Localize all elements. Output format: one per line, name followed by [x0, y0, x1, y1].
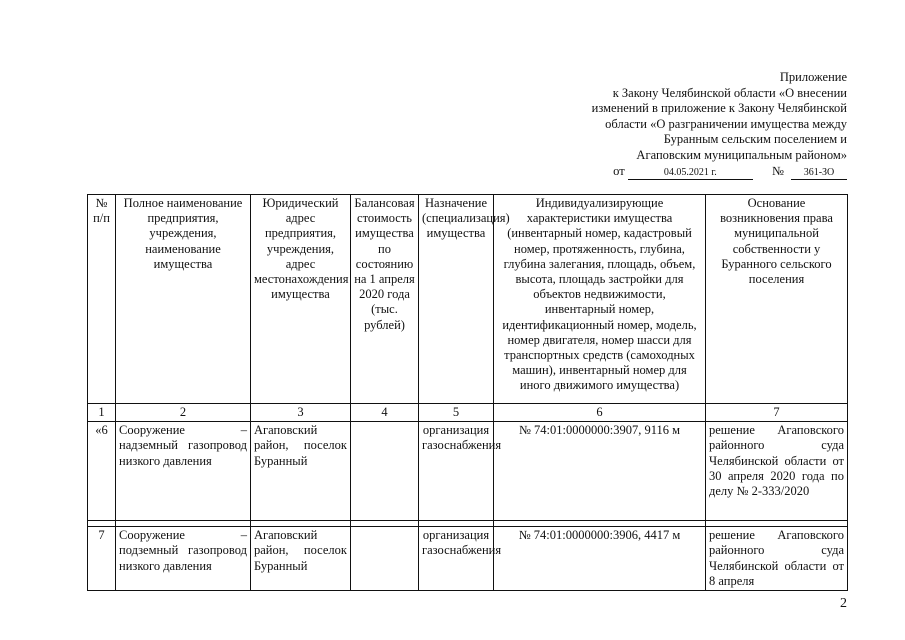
ownership-basis: решение Агаповского районного суда Челябинской области от 8 апреля — [706, 527, 848, 591]
law-date-number-line — [517, 164, 847, 180]
column-header-value: Балансовая стоимость имущества по состоянию на 1 апреля 2020 года (тыс. рублей) — [351, 195, 419, 404]
row-number: «6 — [88, 422, 116, 521]
property-characteristics: № 74:01:0000000:3907, 9116 м — [494, 422, 706, 521]
property-address: Агаповский район, поселок Буранный — [251, 422, 351, 521]
column-header-name: Полное наименование предприятия, учреждения, наименование имущества — [116, 195, 251, 404]
column-number: 1 — [88, 404, 116, 422]
appendix-text-line: области «О разграничении имущества между — [605, 116, 847, 131]
column-number: 4 — [351, 404, 419, 422]
column-header-purpose: Назначение (специализация) имущества — [419, 195, 494, 404]
table-header-row — [88, 195, 848, 404]
table-row — [88, 422, 848, 521]
property-purpose: организация газоснабжения — [419, 422, 494, 521]
column-header-address: Юридический адрес предприятия, учреждения, адрес местонахождения имущества — [251, 195, 351, 404]
property-table — [87, 194, 848, 591]
appendix-header — [517, 70, 847, 180]
ownership-basis: решение Агаповского районного суда Челябинской области от 30 апреля 2020 года по делу № 2-333/2020 — [706, 422, 848, 521]
property-address: Агаповский район, поселок Буранный — [251, 527, 351, 591]
property-name: Сооружение – подземный газопровод низкого давления — [116, 527, 251, 591]
law-number: 361-ЗО — [791, 166, 847, 180]
appendix-title: Приложение — [779, 70, 847, 84]
appendix-text-line: Буранным сельским поселением и — [663, 132, 847, 146]
column-header-characteristics: Индивидуализирующие характеристики имущества (инвентарный номер, кадастровый номер, протяженность, глубина, глубина залегания, площадь, объем, высота, площадь застройки для объектов недвижимости, инвентарный номер, идентификационный номер, модель, номер двигателя, номер шасси для транспортных средств (самоходных машин), инвентарный номер для иного движимого имущества) — [494, 195, 706, 404]
page-number: 2 — [840, 596, 847, 611]
property-value — [351, 527, 419, 591]
column-header-number: № п/п — [88, 195, 116, 404]
property-name: Сооружение – надземный газопровод низкого давления — [116, 422, 251, 521]
from-label: от — [613, 164, 625, 178]
law-date: 04.05.2021 г. — [628, 166, 753, 180]
row-number: 7 — [88, 527, 116, 591]
number-label: № — [771, 164, 784, 178]
table-row — [88, 527, 848, 591]
column-number: 5 — [419, 404, 494, 422]
column-header-basis: Основание возникновения права муниципальной собственности у Буранного сельского поселения — [706, 195, 848, 404]
appendix-text-line: к Закону Челябинской области «О внесении — [612, 85, 847, 100]
column-number: 6 — [494, 404, 706, 422]
property-characteristics: № 74:01:0000000:3906, 4417 м — [494, 527, 706, 591]
property-value — [351, 422, 419, 521]
column-number-row — [88, 404, 848, 422]
property-purpose: организация газоснабжения — [419, 527, 494, 591]
appendix-text-line: Агаповским муниципальным районом» — [636, 147, 847, 162]
appendix-text-line: изменений в приложение к Закону Челябинской — [591, 101, 847, 115]
column-number: 7 — [706, 404, 848, 422]
column-number: 3 — [251, 404, 351, 422]
column-number: 2 — [116, 404, 251, 422]
